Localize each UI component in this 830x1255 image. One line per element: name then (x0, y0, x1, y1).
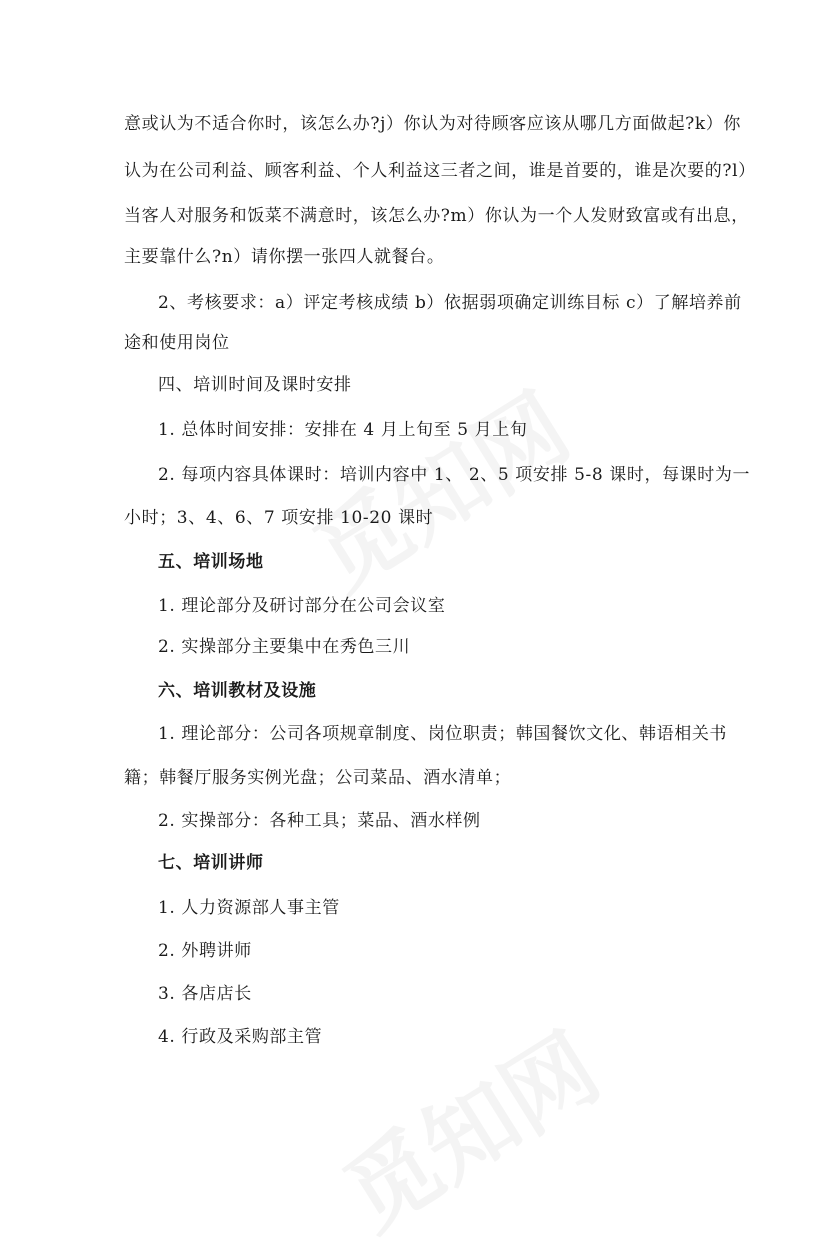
section-heading: 七、培训讲师 (158, 853, 264, 873)
section-heading: 五、培训场地 (158, 552, 264, 572)
list-item: 2. 实操部分：各种工具；菜品、酒水样例 (158, 811, 481, 831)
list-item: 2. 每项内容具体课时：培训内容中 1、 2、5 项安排 5-8 课时，每课时为一 (158, 465, 751, 485)
list-item: 2. 实操部分主要集中在秀色三川 (158, 637, 411, 657)
paragraph-line: 2、考核要求：a）评定考核成绩 b）依据弱项确定训练目标 c）了解培养前 (158, 293, 742, 313)
paragraph-line: 当客人对服务和饭菜不满意时，该怎么办?m）你认为一个人发财致富或有出息， (124, 206, 749, 226)
watermark (316, 997, 620, 1255)
list-item: 3. 各店店长 (158, 984, 252, 1004)
paragraph-line: 途和使用岗位 (124, 333, 230, 353)
list-item: 1. 总体时间安排：安排在 4 月上旬至 5 月上旬 (158, 420, 528, 440)
section-heading: 六、培训教材及设施 (158, 681, 317, 701)
paragraph-line: 小时；3、4、6、7 项安排 10-20 课时 (124, 508, 434, 528)
list-item: 1. 理论部分：公司各项规章制度、岗位职责；韩国餐饮文化、韩语相关书 (158, 724, 728, 744)
list-item: 1. 理论部分及研讨部分在公司会议室 (158, 596, 446, 616)
list-item: 1. 人力资源部人事主管 (158, 898, 340, 918)
paragraph-line: 籍；韩餐厅服务实例光盘；公司菜品、酒水清单； (124, 768, 512, 788)
section-heading: 四、培训时间及课时安排 (158, 375, 352, 395)
paragraph-line: 意或认为不适合你时，该怎么办?j）你认为对待顾客应该从哪几方面做起?k）你 (124, 114, 741, 134)
paragraph-line: 主要靠什么?n）请你摆一张四人就餐台。 (124, 247, 445, 267)
list-item: 2. 外聘讲师 (158, 941, 252, 961)
paragraph-line: 认为在公司利益、顾客利益、个人利益这三者之间，谁是首要的，谁是次要的?l） (124, 161, 756, 181)
list-item: 4. 行政及采购部主管 (158, 1027, 323, 1047)
